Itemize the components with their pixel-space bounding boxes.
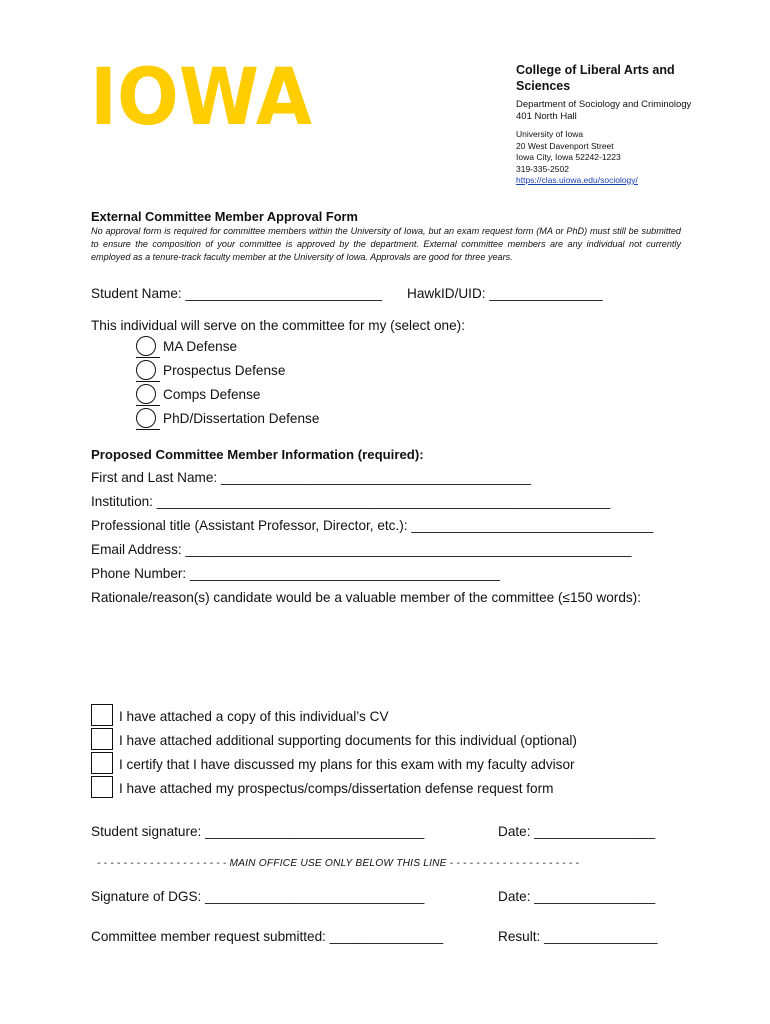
office-use-divider: - - - - - - - - - - - - - - - - - - - - MAIN OFFICE USE ONLY BELOW THIS LINE - - - - - - - - - - - - - - - - - - - - <box>97 858 580 869</box>
rationale-area[interactable] <box>91 610 673 700</box>
checkbox-icon[interactable] <box>91 752 113 774</box>
iowa-logo <box>90 58 312 130</box>
department-link[interactable]: https://clas.uiowa.edu/sociology/ <box>516 175 638 185</box>
department-header <box>516 62 716 187</box>
checkbox-icon[interactable] <box>91 704 113 726</box>
form-title: External Committee Member Approval Form <box>91 209 358 224</box>
result-field[interactable]: Result: _______________ <box>498 929 658 944</box>
form-description: No approval form is required for committee members within the University of Iowa, but an exam request form (MA or PhD) must still be submitted to ensure the composition of your committee is approved by the department. External committee members are any individual not currently employed as a tenure-track faculty member at the University of Iowa. Approvals are good for three years. <box>91 226 681 262</box>
checkbox-label: I have attached additional supporting documents for this individual (optional) <box>119 733 577 748</box>
radio-circle-icon[interactable] <box>136 408 156 428</box>
radio-circle-icon[interactable] <box>136 336 156 356</box>
student-date-field[interactable]: Date: ________________ <box>498 824 656 839</box>
hawkid-field[interactable]: HawkID/UID: _______________ <box>407 286 603 301</box>
student-signature-field[interactable]: Student signature: _____________________________ <box>91 824 425 839</box>
building: 401 North Hall <box>516 111 577 122</box>
checkbox-label: I have attached my prospectus/comps/dissertation defense request form <box>119 781 554 796</box>
option-label: MA Defense <box>163 339 238 354</box>
department-name: Department of Sociology and Criminology <box>516 99 692 110</box>
phone-field[interactable]: Phone Number: _________________________________________ <box>91 566 500 581</box>
radio-circle-icon[interactable] <box>136 384 156 404</box>
member-info-heading: Proposed Committee Member Information (required): <box>91 447 424 462</box>
member-name-field[interactable]: First and Last Name: _________________________________________ <box>91 470 531 485</box>
option-label: PhD/Dissertation Defense <box>163 411 320 426</box>
checkbox-icon[interactable] <box>91 776 113 798</box>
dgs-date-field[interactable]: Date: ________________ <box>498 889 656 904</box>
university-name: University of Iowa <box>516 129 584 139</box>
checkbox-label: I have attached a copy of this individual’s CV <box>119 709 389 724</box>
professional-title-field[interactable]: Professional title (Assistant Professor, Director, etc.): ________________________________ <box>91 518 654 533</box>
option-label: Prospectus Defense <box>163 363 286 378</box>
student-name-field[interactable]: Student Name: __________________________ <box>91 286 383 301</box>
select-prompt: This individual will serve on the committee for my (select one): <box>91 318 465 333</box>
dgs-signature-field[interactable]: Signature of DGS: _____________________________ <box>91 889 425 904</box>
option-label: Comps Defense <box>163 387 261 402</box>
rationale-label: Rationale/reason(s) candidate would be a valuable member of the committee (≤150 words): <box>91 590 641 605</box>
city-address: Iowa City, Iowa 52242-1223 <box>516 152 621 162</box>
street-address: 20 West Davenport Street <box>516 140 614 151</box>
request-submitted-field[interactable]: Committee member request submitted: _______________ <box>91 929 444 944</box>
college-name: College of Liberal Arts and Sciences <box>516 63 675 93</box>
radio-circle-icon[interactable] <box>136 360 156 380</box>
logo-text: IOWA <box>90 58 312 130</box>
phone-number: 319-335-2502 <box>516 163 569 174</box>
email-field[interactable]: Email Address: ___________________________________________________________ <box>91 542 632 557</box>
checkbox-icon[interactable] <box>91 728 113 750</box>
institution-field[interactable]: Institution: ____________________________________________________________ <box>91 494 611 509</box>
checkbox-label: I certify that I have discussed my plans for this exam with my faculty advisor <box>119 757 575 772</box>
